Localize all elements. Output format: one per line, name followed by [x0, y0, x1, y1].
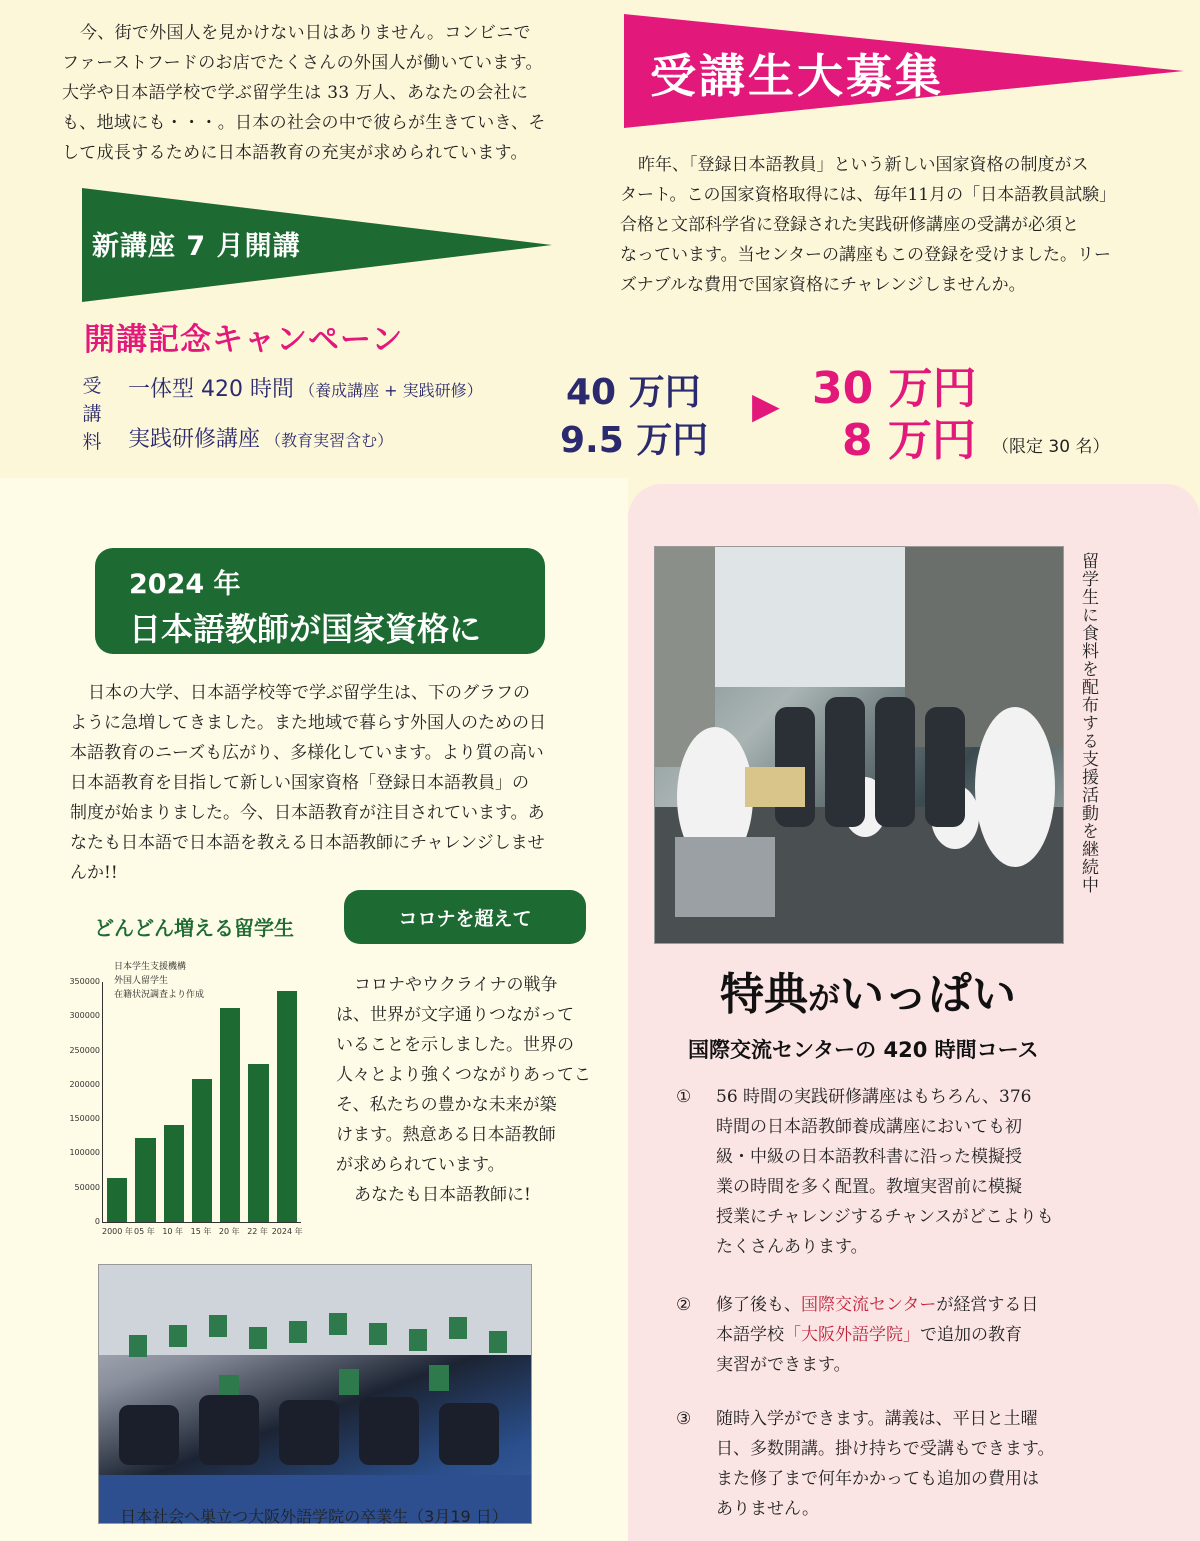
corona-line: は、世界が文字通りつながって	[336, 1005, 574, 1025]
source-line: 在籍状況調査より作成	[114, 990, 205, 1000]
paragraph-line: んか!!	[70, 863, 118, 883]
benefit-item-1	[676, 1082, 1106, 1262]
benefit-line: たくさんあります。	[716, 1237, 868, 1257]
course-note: （養成講座 + 実践研修）	[299, 381, 483, 400]
fee-label	[80, 372, 104, 456]
benefit-number: ③	[676, 1409, 692, 1429]
recruit-line: なっています。当センターの講座もこの登録を受けました。リー	[620, 245, 1111, 265]
benefit-item-3	[676, 1404, 1106, 1524]
course-name: 一体型 420 時間	[128, 377, 294, 402]
chart-bar	[164, 1125, 184, 1222]
corona-line: が求められています。	[336, 1155, 505, 1175]
x-tick-label: 2000 年	[102, 1227, 133, 1236]
benefit-line: 級・中級の日本語教科書に沿った模擬授	[716, 1147, 1022, 1167]
y-tick-label: 200000	[69, 1079, 100, 1089]
corona-line: コロナやウクライナの戦争	[354, 975, 558, 995]
section-2024-paragraph	[70, 678, 600, 888]
campaign-title: 開講記念キャンペーン	[84, 322, 404, 358]
benefit-text: 本語学校	[716, 1325, 784, 1345]
benefit-line	[716, 1320, 1106, 1350]
new-course-label: 新講座 7 月開講	[92, 231, 301, 262]
chart-bar	[192, 1079, 212, 1222]
intro-line: して成長するために日本語教育の充実が求められています。	[62, 143, 528, 163]
campaign-item-2	[128, 422, 393, 453]
chart-bar	[107, 1178, 127, 1222]
benefit-line: 日、多数開講。掛け持ちで受講もできます。	[716, 1439, 1055, 1459]
benefit-item-2	[676, 1290, 1106, 1380]
x-tick-label: 2024 年	[271, 1227, 303, 1236]
campaign-item-1	[128, 372, 483, 403]
recruit-pennant	[624, 14, 1184, 128]
support-photo	[654, 546, 1064, 944]
benefit-line: 業の時間を多く配置。教壇実習前に模擬	[716, 1177, 1022, 1197]
corona-line: 人々とより強くつながりあってこ	[336, 1065, 591, 1085]
old-price: 40 万円	[566, 372, 701, 413]
y-tick-label: 100000	[69, 1148, 100, 1158]
benefit-line: 56 時間の実践研修講座はもちろん、376	[716, 1087, 1032, 1107]
y-tick-label: 150000	[69, 1114, 100, 1124]
benefits-title-b: が	[808, 979, 841, 1017]
y-tick-label: 0	[94, 1217, 100, 1226]
benefit-line: ありません。	[716, 1499, 820, 1519]
benefit-text: が経営する日	[936, 1295, 1039, 1315]
limit-note: （限定 30 名）	[992, 437, 1110, 457]
chart-heading: どんどん増える留学生	[94, 916, 294, 940]
benefit-text: で追加の教育	[920, 1325, 1022, 1345]
x-tick-label: 05 年	[134, 1227, 155, 1236]
benefit-line: また修了まで何年かかっても追加の費用は	[716, 1469, 1039, 1489]
x-tick-label: 15 年	[190, 1227, 212, 1236]
y-tick-label: 300000	[69, 1011, 100, 1021]
title-2024-line1: 2024 年	[129, 569, 241, 600]
graduation-photo-illustration	[99, 1265, 531, 1523]
recruit-line: ズナブルな費用で国家資格にチャレンジしませんか。	[620, 275, 1026, 295]
course-note: （教育実習含む）	[265, 431, 394, 450]
benefits-subtitle: 国際交流センターの 420 時間コース	[688, 1038, 1039, 1062]
intro-line: ファーストフードのお店でたくさんの外国人が働いています。	[62, 53, 543, 73]
paragraph-line: ように急増してきました。また地域で暮らす外国人のための日	[70, 713, 546, 733]
benefits-title-a: 特典	[720, 969, 808, 1020]
intro-line: 大学や日本語学校で学ぶ留学生は 33 万人、あなたの会社に	[62, 83, 529, 103]
title-2024-box	[95, 548, 545, 654]
source-line: 日本学生支援機構	[114, 962, 187, 972]
paragraph-line: 本語教育のニーズも広がり、多様化しています。より質の高い	[70, 743, 544, 763]
old-price: 9.5 万円	[560, 420, 709, 461]
fee-label-char: 料	[82, 431, 102, 453]
y-tick-label: 350000	[69, 977, 100, 986]
recruit-label: 受講生大募集	[650, 49, 944, 103]
corona-line: あなたも日本語教師に!	[354, 1185, 531, 1205]
benefit-line: 実習ができます。	[716, 1355, 851, 1375]
new-price: 8 万円	[842, 415, 976, 466]
y-tick-label: 50000	[74, 1182, 100, 1192]
highlight-school-name: 「大阪外語学院」	[784, 1325, 920, 1345]
benefit-number: ①	[676, 1087, 692, 1107]
recruit-paragraph	[620, 150, 1180, 300]
bar-chart	[60, 960, 330, 1250]
corona-line: いることを示しました。世界の	[336, 1035, 574, 1055]
x-tick-label: 20 年	[218, 1227, 240, 1236]
corona-line: けます。熱意ある日本語教師	[336, 1125, 556, 1145]
intro-paragraph	[62, 18, 592, 168]
paragraph-line: なたも日本語で日本語を教える日本語教師にチャレンジしませ	[70, 833, 545, 853]
chart-bar	[248, 1064, 268, 1222]
intro-line: も、地域にも・・・。日本の社会の中で彼らが生きていき、そ	[62, 113, 546, 133]
benefit-line	[716, 1290, 1106, 1320]
paragraph-line: 日本語教育を目指して新しい国家資格「登録日本語教員」の	[70, 773, 529, 793]
chart-bar	[220, 1008, 240, 1222]
support-caption: 留学生に食料を配布する支援活動を継続中	[1078, 552, 1098, 894]
chart-bar	[135, 1138, 155, 1222]
recruit-line: 昨年、「登録日本語教員」という新しい国家資格の制度がス	[638, 155, 1089, 175]
paragraph-line: 日本の大学、日本語学校等で学ぶ留学生は、下のグラフの	[88, 683, 530, 703]
corona-button-label: コロナを超えて	[398, 908, 532, 930]
benefits-title	[720, 958, 1016, 1022]
corona-paragraph	[336, 970, 596, 1210]
benefit-line: 授業にチャレンジするチャンスがどこよりも	[716, 1207, 1054, 1227]
title-2024-line2: 日本語教師が国家資格に	[129, 610, 482, 648]
x-tick-label: 10 年	[162, 1227, 184, 1236]
fee-label-char: 講	[82, 403, 102, 425]
chart-bar	[277, 991, 297, 1222]
source-line: 外国人留学生	[114, 976, 169, 986]
paragraph-line: 制度が始まりました。今、日本語教育が注目されています。あ	[70, 803, 545, 823]
corona-line: そ、私たちの豊かな未来が築	[336, 1095, 557, 1115]
benefit-number: ②	[676, 1295, 692, 1315]
recruit-line: タート。この国家資格取得には、毎年11月の「日本語教員試験」	[620, 185, 1117, 205]
benefit-line: 時間の日本語教師養成講座においても初	[716, 1117, 1022, 1137]
plot-area	[102, 982, 301, 1223]
graduation-caption: 日本社会へ巣立つ大阪外語学院の卒業生（3月19 日）	[120, 1507, 508, 1526]
fee-label-char: 受	[82, 375, 102, 397]
y-tick-label: 250000	[69, 1045, 100, 1055]
benefit-line: 随時入学ができます。講義は、平日と土曜	[716, 1409, 1038, 1429]
graduation-photo	[98, 1264, 532, 1524]
recruit-line: 合格と文部科学省に登録された実践研修講座の受講が必須と	[620, 215, 1079, 235]
x-tick-label: 22 年	[247, 1227, 268, 1236]
new-price: 30 万円	[812, 363, 977, 414]
corona-button	[344, 890, 586, 944]
benefit-text: 修了後も、	[716, 1295, 801, 1315]
benefits-title-c: いっぱい	[840, 969, 1017, 1020]
new-course-pennant	[82, 188, 552, 302]
arrow-icon: ▶	[752, 386, 780, 427]
support-photo-illustration	[655, 547, 1063, 943]
highlight-center-name: 国際交流センター	[801, 1295, 937, 1315]
course-name: 実践研修講座	[128, 427, 261, 452]
intro-line: 今、街で外国人を見かけない日はありません。コンビニで	[80, 23, 531, 43]
